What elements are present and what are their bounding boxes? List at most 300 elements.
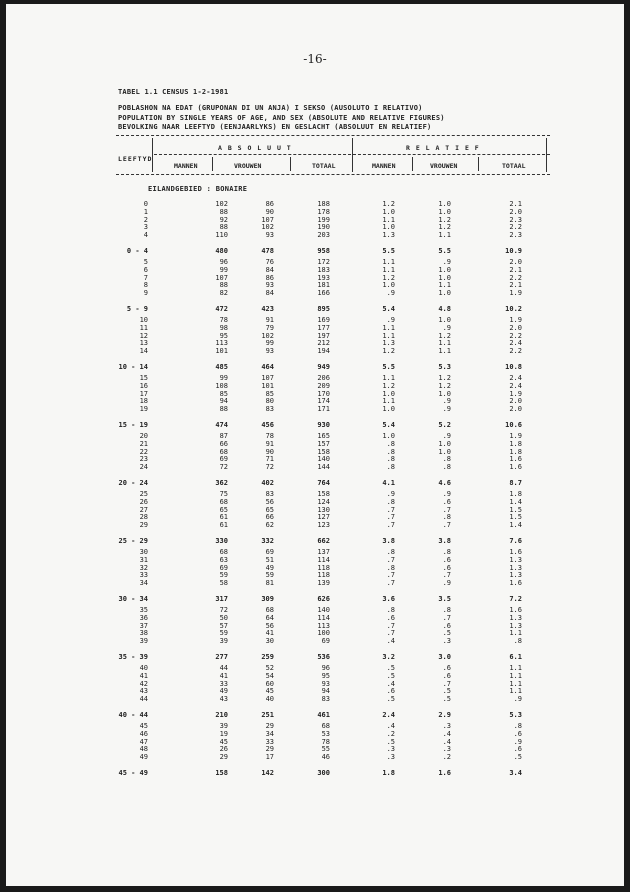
cell-age: 39 bbox=[139, 637, 148, 646]
cell-total: 172 bbox=[317, 258, 330, 266]
cell-women: 91 bbox=[265, 439, 274, 448]
cell-subtotal-total: 895 bbox=[317, 305, 330, 313]
cell-subtotal-age: 40 - 44 bbox=[118, 711, 148, 719]
cell-women-rel: 1.2 bbox=[438, 331, 451, 340]
cell-men-rel: 1.1 bbox=[382, 258, 395, 266]
cell-total-rel: 1.9 bbox=[509, 432, 522, 440]
cell-total-rel: 1.8 bbox=[509, 490, 522, 498]
cell-subtotal-total-rel: 7.6 bbox=[509, 537, 522, 545]
cell-women: 29 bbox=[265, 745, 274, 754]
cell-total: 193 bbox=[317, 273, 330, 282]
cell-total-rel: 2.2 bbox=[509, 331, 522, 340]
cell-men: 29 bbox=[219, 753, 228, 762]
cell-age: 34 bbox=[139, 579, 148, 588]
cell-subtotal-men: 474 bbox=[215, 421, 228, 429]
table-caption-dutch: BEVOLKING NAAR LEEFTYD (EENJAARLYKS) EN GESLACHT (ABSOLUUT EN RELATIEF) bbox=[118, 123, 432, 131]
cell-women-rel: .7 bbox=[442, 679, 451, 688]
cell-men: 58 bbox=[219, 579, 228, 588]
cell-men: 66 bbox=[219, 439, 228, 448]
cell-women: 60 bbox=[265, 679, 274, 688]
cell-total: 194 bbox=[317, 347, 330, 356]
cell-women-rel: 1.1 bbox=[438, 231, 451, 240]
cell-total: 170 bbox=[317, 389, 330, 398]
cell-women: 68 bbox=[265, 606, 274, 614]
cell-women: 64 bbox=[265, 613, 274, 622]
header-relative: R E L A T I E F bbox=[406, 144, 480, 152]
cell-total-rel: 1.6 bbox=[509, 463, 522, 472]
cell-total-rel: 2.2 bbox=[509, 273, 522, 282]
cell-men-rel: .7 bbox=[386, 571, 395, 580]
cell-men-rel: 1.1 bbox=[382, 215, 395, 224]
cell-women: 51 bbox=[265, 555, 274, 564]
cell-age: 31 bbox=[139, 555, 148, 564]
cell-men: 59 bbox=[219, 571, 228, 580]
cell-total-rel: .8 bbox=[513, 637, 522, 646]
cell-men: 110 bbox=[215, 231, 228, 240]
cell-total-rel: 2.0 bbox=[509, 397, 522, 406]
cell-men-rel: 1.2 bbox=[382, 381, 395, 390]
cell-men: 82 bbox=[219, 289, 228, 298]
cell-total-rel: 2.3 bbox=[509, 215, 522, 224]
cell-men: 33 bbox=[219, 679, 228, 688]
cell-women: 30 bbox=[265, 637, 274, 646]
cell-women: 52 bbox=[265, 664, 274, 672]
cell-women-rel: .6 bbox=[442, 621, 451, 630]
cell-men-rel: .8 bbox=[386, 606, 395, 614]
cell-women-rel: 1.0 bbox=[438, 207, 451, 216]
cell-women: 65 bbox=[265, 505, 274, 514]
cell-total: 83 bbox=[321, 695, 330, 704]
cell-men-rel: .7 bbox=[386, 505, 395, 514]
cell-men-rel: .5 bbox=[386, 737, 395, 746]
cell-subtotal-women: 478 bbox=[261, 247, 274, 255]
cell-women: 93 bbox=[265, 347, 274, 356]
cell-age: 33 bbox=[139, 571, 148, 580]
cell-women-rel: .6 bbox=[442, 671, 451, 680]
cell-men: 57 bbox=[219, 621, 228, 630]
cell-age: 21 bbox=[139, 439, 148, 448]
cell-subtotal-women: 456 bbox=[261, 421, 274, 429]
cell-men: 108 bbox=[215, 381, 228, 390]
cell-men: 68 bbox=[219, 497, 228, 506]
cell-subtotal-women-rel: 3.8 bbox=[438, 537, 451, 545]
cell-subtotal-women: 309 bbox=[261, 595, 274, 603]
cell-total: 177 bbox=[317, 323, 330, 332]
cell-total: 100 bbox=[317, 629, 330, 638]
cell-men: 113 bbox=[215, 339, 228, 348]
cell-age: 37 bbox=[139, 621, 148, 630]
cell-women: 34 bbox=[265, 729, 274, 738]
cell-subtotal-total-rel: 10.6 bbox=[505, 421, 522, 429]
cell-age: 15 bbox=[139, 374, 148, 382]
cell-subtotal-men-rel: 3.8 bbox=[382, 537, 395, 545]
header-women: VROUWEN bbox=[234, 162, 262, 170]
page-number: -16- bbox=[303, 52, 327, 66]
cell-women-rel: .6 bbox=[442, 555, 451, 564]
cell-men: 68 bbox=[219, 548, 228, 556]
cell-women: 84 bbox=[265, 265, 274, 274]
cell-men: 107 bbox=[215, 273, 228, 282]
cell-subtotal-women: 142 bbox=[261, 769, 274, 777]
cell-men: 50 bbox=[219, 613, 228, 622]
cell-age: 20 bbox=[139, 432, 148, 440]
cell-women: 85 bbox=[265, 389, 274, 398]
cell-total-rel: 2.0 bbox=[509, 258, 522, 266]
cell-women-rel: 1.1 bbox=[438, 347, 451, 356]
cell-subtotal-total-rel: 5.3 bbox=[509, 711, 522, 719]
cell-men: 65 bbox=[219, 505, 228, 514]
cell-total: 165 bbox=[317, 432, 330, 440]
cell-age: 23 bbox=[139, 455, 148, 464]
cell-men: 88 bbox=[219, 405, 228, 414]
cell-age: 8 bbox=[143, 281, 148, 290]
cell-men: 75 bbox=[219, 490, 228, 498]
cell-men-rel: 1.2 bbox=[382, 347, 395, 356]
cell-subtotal-women-rel: 4.6 bbox=[438, 479, 451, 487]
cell-total: 113 bbox=[317, 621, 330, 630]
cell-total-rel: 1.6 bbox=[509, 606, 522, 614]
table-body bbox=[6, 4, 624, 886]
table-title: TABEL 1.1 CENSUS 1-2-1981 bbox=[118, 88, 229, 96]
cell-total: 46 bbox=[321, 753, 330, 762]
cell-total-rel: 1.6 bbox=[509, 455, 522, 464]
cell-women: 69 bbox=[265, 548, 274, 556]
cell-women-rel: .8 bbox=[442, 463, 451, 472]
cell-total-rel: 1.8 bbox=[509, 447, 522, 456]
cell-subtotal-men: 485 bbox=[215, 363, 228, 371]
cell-men: 61 bbox=[219, 513, 228, 522]
cell-men: 68 bbox=[219, 447, 228, 456]
cell-women-rel: .8 bbox=[442, 548, 451, 556]
cell-women-rel: 1.0 bbox=[438, 316, 451, 324]
cell-men-rel: .8 bbox=[386, 455, 395, 464]
cell-subtotal-women-rel: 3.0 bbox=[438, 653, 451, 661]
cell-women-rel: .3 bbox=[442, 722, 451, 730]
cell-subtotal-women-rel: 5.2 bbox=[438, 421, 451, 429]
cell-men-rel: 1.3 bbox=[382, 339, 395, 348]
cell-men-rel: .9 bbox=[386, 490, 395, 498]
cell-age: 45 bbox=[139, 722, 148, 730]
cell-total-rel: 2.2 bbox=[509, 347, 522, 356]
cell-women-rel: 1.1 bbox=[438, 281, 451, 290]
cell-men-rel: 1.0 bbox=[382, 405, 395, 414]
cell-subtotal-total-rel: 10.9 bbox=[505, 247, 522, 255]
cell-age: 19 bbox=[139, 405, 148, 414]
cell-total-rel: 2.2 bbox=[509, 223, 522, 232]
cell-women: 76 bbox=[265, 258, 274, 266]
cell-total: 140 bbox=[317, 455, 330, 464]
cell-men-rel: .8 bbox=[386, 463, 395, 472]
cell-men-rel: 1.1 bbox=[382, 331, 395, 340]
cell-subtotal-women-rel: 2.9 bbox=[438, 711, 451, 719]
header-total: TOTAAL bbox=[312, 162, 336, 170]
cell-women-rel: .9 bbox=[442, 258, 451, 266]
cell-total: 169 bbox=[317, 316, 330, 324]
cell-women-rel: 1.0 bbox=[438, 447, 451, 456]
cell-total-rel: 1.3 bbox=[509, 555, 522, 564]
cell-men: 95 bbox=[219, 331, 228, 340]
cell-total: 123 bbox=[317, 521, 330, 530]
cell-age: 43 bbox=[139, 687, 148, 696]
cell-women: 90 bbox=[265, 207, 274, 216]
cell-women-rel: .6 bbox=[442, 497, 451, 506]
cell-total: 203 bbox=[317, 231, 330, 240]
cell-total: 188 bbox=[317, 200, 330, 208]
cell-age: 47 bbox=[139, 737, 148, 746]
cell-total: 140 bbox=[317, 606, 330, 614]
cell-women: 40 bbox=[265, 695, 274, 704]
cell-men: 45 bbox=[219, 737, 228, 746]
cell-subtotal-total: 930 bbox=[317, 421, 330, 429]
cell-women: 59 bbox=[265, 571, 274, 580]
cell-men-rel: .8 bbox=[386, 439, 395, 448]
cell-men-rel: .5 bbox=[386, 664, 395, 672]
cell-age: 4 bbox=[143, 231, 148, 240]
cell-men: 88 bbox=[219, 223, 228, 232]
cell-men-rel: 1.2 bbox=[382, 200, 395, 208]
cell-men-rel: .8 bbox=[386, 563, 395, 572]
cell-women-rel: .4 bbox=[442, 737, 451, 746]
cell-men: 72 bbox=[219, 463, 228, 472]
cell-women: 90 bbox=[265, 447, 274, 456]
cell-men-rel: 1.0 bbox=[382, 432, 395, 440]
cell-total-rel: 1.3 bbox=[509, 621, 522, 630]
cell-total-rel: 2.0 bbox=[509, 405, 522, 414]
cell-subtotal-women-rel: 5.3 bbox=[438, 363, 451, 371]
header-absolute: A B S O L U U T bbox=[218, 144, 292, 152]
cell-total: 78 bbox=[321, 737, 330, 746]
cell-subtotal-age: 0 - 4 bbox=[126, 247, 148, 255]
cell-men-rel: 1.0 bbox=[382, 281, 395, 290]
cell-women: 56 bbox=[265, 497, 274, 506]
cell-women-rel: 1.0 bbox=[438, 273, 451, 282]
cell-total: 93 bbox=[321, 679, 330, 688]
cell-women: 72 bbox=[265, 463, 274, 472]
cell-women-rel: .5 bbox=[442, 695, 451, 704]
cell-subtotal-total: 764 bbox=[317, 479, 330, 487]
cell-total-rel: 1.3 bbox=[509, 613, 522, 622]
cell-subtotal-total: 626 bbox=[317, 595, 330, 603]
cell-subtotal-total: 300 bbox=[317, 769, 330, 777]
cell-subtotal-men-rel: 1.8 bbox=[382, 769, 395, 777]
table-caption-english: POPULATION BY SINGLE YEARS OF AGE, AND SEX (ABSOLUTE AND RELATIVE FIGURES) bbox=[118, 114, 445, 122]
cell-total-rel: 2.1 bbox=[509, 200, 522, 208]
cell-total: 157 bbox=[317, 439, 330, 448]
cell-men-rel: 1.3 bbox=[382, 231, 395, 240]
cell-men-rel: 1.1 bbox=[382, 374, 395, 382]
cell-men: 72 bbox=[219, 606, 228, 614]
cell-age: 22 bbox=[139, 447, 148, 456]
cell-total-rel: .6 bbox=[513, 745, 522, 754]
cell-women: 101 bbox=[261, 381, 274, 390]
cell-total-rel: 1.3 bbox=[509, 571, 522, 580]
cell-women-rel: 1.1 bbox=[438, 339, 451, 348]
cell-age: 46 bbox=[139, 729, 148, 738]
cell-men-rel: 1.0 bbox=[382, 223, 395, 232]
cell-subtotal-men: 317 bbox=[215, 595, 228, 603]
cell-age: 25 bbox=[139, 490, 148, 498]
cell-total: 55 bbox=[321, 745, 330, 754]
cell-women-rel: .4 bbox=[442, 729, 451, 738]
cell-age: 40 bbox=[139, 664, 148, 672]
cell-women-rel: .9 bbox=[442, 323, 451, 332]
cell-age: 9 bbox=[143, 289, 148, 298]
cell-age: 0 bbox=[143, 200, 148, 208]
cell-total-rel: 1.6 bbox=[509, 579, 522, 588]
cell-women-rel: .9 bbox=[442, 405, 451, 414]
cell-men: 41 bbox=[219, 671, 228, 680]
cell-men: 96 bbox=[219, 258, 228, 266]
cell-age: 11 bbox=[139, 323, 148, 332]
cell-men-rel: .3 bbox=[386, 753, 395, 762]
cell-subtotal-women-rel: 4.8 bbox=[438, 305, 451, 313]
cell-age: 6 bbox=[143, 265, 148, 274]
cell-total-rel: 1.6 bbox=[509, 548, 522, 556]
cell-men: 99 bbox=[219, 265, 228, 274]
cell-subtotal-men: 158 bbox=[215, 769, 228, 777]
cell-men-rel: .9 bbox=[386, 289, 395, 298]
cell-men: 39 bbox=[219, 722, 228, 730]
cell-age: 49 bbox=[139, 753, 148, 762]
cell-men-rel: 1.1 bbox=[382, 265, 395, 274]
cell-subtotal-women: 259 bbox=[261, 653, 274, 661]
cell-subtotal-total-rel: 3.4 bbox=[509, 769, 522, 777]
cell-men: 94 bbox=[219, 397, 228, 406]
cell-total-rel: 1.9 bbox=[509, 316, 522, 324]
cell-total: 206 bbox=[317, 374, 330, 382]
cell-women: 93 bbox=[265, 281, 274, 290]
cell-total-rel: 1.1 bbox=[509, 679, 522, 688]
cell-subtotal-total-rel: 6.1 bbox=[509, 653, 522, 661]
cell-men-rel: .9 bbox=[386, 316, 395, 324]
cell-women-rel: 1.2 bbox=[438, 381, 451, 390]
cell-age: 28 bbox=[139, 513, 148, 522]
cell-subtotal-men: 210 bbox=[215, 711, 228, 719]
cell-women-rel: .6 bbox=[442, 664, 451, 672]
cell-women-rel: 1.0 bbox=[438, 389, 451, 398]
cell-women: 91 bbox=[265, 316, 274, 324]
cell-women-rel: .9 bbox=[442, 432, 451, 440]
cell-total-rel: .9 bbox=[513, 737, 522, 746]
cell-subtotal-total: 461 bbox=[317, 711, 330, 719]
section-label: EILANDGEBIED : BONAIRE bbox=[148, 185, 248, 193]
cell-age: 27 bbox=[139, 505, 148, 514]
cell-subtotal-total-rel: 7.2 bbox=[509, 595, 522, 603]
cell-total-rel: 1.4 bbox=[509, 497, 522, 506]
cell-women: 107 bbox=[261, 215, 274, 224]
cell-women: 80 bbox=[265, 397, 274, 406]
cell-women: 86 bbox=[265, 200, 274, 208]
cell-women-rel: .9 bbox=[442, 397, 451, 406]
cell-subtotal-women-rel: 3.5 bbox=[438, 595, 451, 603]
cell-total-rel: 2.3 bbox=[509, 231, 522, 240]
cell-men-rel: 1.1 bbox=[382, 323, 395, 332]
cell-subtotal-men-rel: 4.1 bbox=[382, 479, 395, 487]
cell-women: 83 bbox=[265, 405, 274, 414]
cell-men: 98 bbox=[219, 323, 228, 332]
cell-women-rel: .6 bbox=[442, 563, 451, 572]
cell-subtotal-women-rel: 1.6 bbox=[438, 769, 451, 777]
cell-total: 124 bbox=[317, 497, 330, 506]
cell-women-rel: .8 bbox=[442, 606, 451, 614]
cell-women: 83 bbox=[265, 490, 274, 498]
cell-total: 118 bbox=[317, 571, 330, 580]
cell-women: 81 bbox=[265, 579, 274, 588]
cell-subtotal-age: 45 - 49 bbox=[118, 769, 148, 777]
cell-age: 13 bbox=[139, 339, 148, 348]
cell-subtotal-age: 25 - 29 bbox=[118, 537, 148, 545]
cell-women-rel: .3 bbox=[442, 637, 451, 646]
cell-subtotal-men: 480 bbox=[215, 247, 228, 255]
cell-total-rel: 2.1 bbox=[509, 265, 522, 274]
cell-men: 69 bbox=[219, 563, 228, 572]
cell-subtotal-men-rel: 5.5 bbox=[382, 363, 395, 371]
cell-total: 171 bbox=[317, 405, 330, 414]
cell-men: 78 bbox=[219, 316, 228, 324]
cell-men-rel: .8 bbox=[386, 548, 395, 556]
cell-total: 94 bbox=[321, 687, 330, 696]
cell-total: 158 bbox=[317, 447, 330, 456]
cell-age: 29 bbox=[139, 521, 148, 530]
cell-total-rel: 1.5 bbox=[509, 505, 522, 514]
cell-men-rel: .3 bbox=[386, 745, 395, 754]
cell-total: 114 bbox=[317, 555, 330, 564]
cell-total: 114 bbox=[317, 613, 330, 622]
cell-subtotal-men-rel: 5.4 bbox=[382, 305, 395, 313]
cell-subtotal-age: 5 - 9 bbox=[126, 305, 148, 313]
cell-total: 137 bbox=[317, 548, 330, 556]
cell-age: 1 bbox=[143, 207, 148, 216]
cell-men-rel: .7 bbox=[386, 629, 395, 638]
cell-women: 62 bbox=[265, 521, 274, 530]
cell-men-rel: .5 bbox=[386, 671, 395, 680]
cell-total: 68 bbox=[321, 722, 330, 730]
cell-subtotal-age: 30 - 34 bbox=[118, 595, 148, 603]
cell-total: 212 bbox=[317, 339, 330, 348]
cell-age: 32 bbox=[139, 563, 148, 572]
cell-men: 88 bbox=[219, 207, 228, 216]
cell-total: 174 bbox=[317, 397, 330, 406]
cell-subtotal-women: 464 bbox=[261, 363, 274, 371]
cell-women: 71 bbox=[265, 455, 274, 464]
cell-women-rel: 1.0 bbox=[438, 439, 451, 448]
cell-women-rel: 1.0 bbox=[438, 265, 451, 274]
cell-men-rel: .7 bbox=[386, 621, 395, 630]
document-page bbox=[6, 4, 624, 886]
cell-subtotal-men: 362 bbox=[215, 479, 228, 487]
cell-total-rel: 1.5 bbox=[509, 513, 522, 522]
cell-men-rel: .7 bbox=[386, 579, 395, 588]
cell-subtotal-total-rel: 10.8 bbox=[505, 363, 522, 371]
cell-women: 45 bbox=[265, 687, 274, 696]
cell-men: 101 bbox=[215, 347, 228, 356]
cell-age: 48 bbox=[139, 745, 148, 754]
cell-total: 178 bbox=[317, 207, 330, 216]
cell-men: 39 bbox=[219, 637, 228, 646]
cell-subtotal-men: 472 bbox=[215, 305, 228, 313]
cell-men-rel: 1.1 bbox=[382, 397, 395, 406]
cell-total: 183 bbox=[317, 265, 330, 274]
cell-men-rel: .7 bbox=[386, 521, 395, 530]
table-caption-papiamento: POBLASHON NA EDAT (GRUPONAN DI UN ANJA) I SEKSO (AUSOLUTO I RELATIVO) bbox=[118, 104, 423, 112]
cell-subtotal-men: 277 bbox=[215, 653, 228, 661]
cell-men: 61 bbox=[219, 521, 228, 530]
cell-women: 56 bbox=[265, 621, 274, 630]
cell-subtotal-total: 958 bbox=[317, 247, 330, 255]
cell-total-rel: 2.4 bbox=[509, 374, 522, 382]
cell-women: 107 bbox=[261, 374, 274, 382]
cell-total: 158 bbox=[317, 490, 330, 498]
